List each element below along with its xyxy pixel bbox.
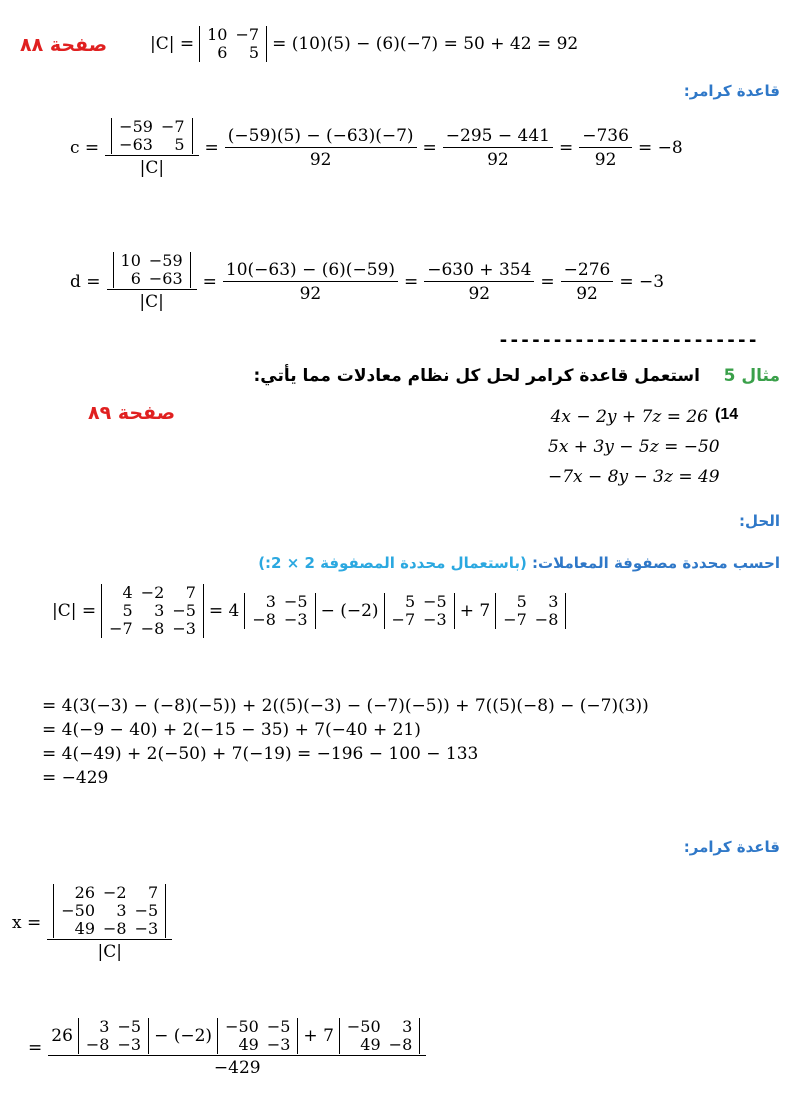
term3-coef: + 7 [459,601,491,621]
denominator: 92 [594,150,617,170]
heading-solution: الحل: [739,512,780,530]
cell: −2 [103,883,127,902]
cell: −5 [172,601,196,620]
cell: −7 [235,25,260,44]
denominator: 92 [309,150,332,170]
det-c-line [150,26,578,62]
cell: −59 [148,251,183,270]
expansion-line-2: = 4(−9 − 40) + 2(−15 − 35) + 7(−40 + 21) [42,720,421,740]
equation-2: 5x + 3y − 5z = −50 [548,437,720,457]
cell: −7 [391,610,416,629]
t2-matrix [217,1018,298,1054]
cell: 49 [360,1035,381,1054]
d-result: = −3 [619,272,665,292]
det-c-lhs: |C| = [150,34,195,54]
cell: −3 [117,1035,142,1054]
expansion-block [42,694,649,790]
equals: = [204,138,219,158]
c-main-num [105,118,198,156]
d-main-fraction [107,252,197,312]
cell: −5 [283,592,308,611]
term1-matrix [244,593,315,629]
page-label-88: صفحة ٨٨ [20,34,108,56]
cell: 49 [238,1035,259,1054]
numerator: −736 [579,126,632,148]
d-step-1 [223,260,398,304]
term2-coef: − (−2) [320,601,379,621]
cell: −8 [103,919,127,938]
c-step-2 [443,126,553,170]
equation-1: 4x − 2y + 7z = 26 [550,407,708,427]
matrix-table [499,593,562,629]
heading-cramer-2: قاعدة كرامر: [683,838,780,856]
cell: −8 [534,610,559,629]
cell: −50 [225,1017,259,1036]
expansion-line-4: = −429 [42,768,109,788]
d-var: d = [70,272,101,292]
cell: −2 [140,583,165,602]
c-result: = −8 [637,138,683,158]
c-main-fraction [105,118,198,178]
d-main-den: |C| [139,292,164,312]
cell: −7 [109,619,133,638]
cell: −59 [119,117,153,136]
cell: −5 [117,1017,142,1036]
cell: 49 [74,919,96,938]
expansion-line-3: = 4(−49) + 2(−50) + 7(−19) = −196 − 100 − 133 [42,744,479,764]
x-expansion-den: −429 [213,1058,261,1078]
matrix-table [343,1018,416,1054]
example-label: مثال 5 [723,366,780,386]
equals: = [540,272,555,292]
cell: 6 [130,269,141,288]
cell: 7 [148,883,159,902]
matrix-table [57,884,162,938]
matrix-table [388,593,451,629]
matrix-table [221,1018,294,1054]
matrix-table [203,26,263,62]
cell: −3 [134,919,159,938]
example-instruction: استعمل قاعدة كرامر لحل كل نظام معادلات مما يأتي: [253,366,700,386]
x-main-fraction [47,884,172,962]
equals: = [202,272,217,292]
d-calculation [70,252,664,312]
cell: 10 [120,251,141,270]
det3-line [52,584,569,638]
cell: 5 [248,43,260,62]
numerator: −276 [561,260,614,282]
matrix-table [117,252,187,288]
cell: 7 [185,583,196,602]
cell: 6 [217,43,228,62]
x-var: x = [12,913,42,933]
cell: 5 [174,135,185,154]
c-step-3 [579,126,632,170]
d-step-3 [561,260,614,304]
det-c-rhs: = (10)(5) − (6)(−7) = 50 + 42 = 92 [272,34,579,54]
cell: −7 [503,610,527,629]
equation-system [548,402,720,492]
cell: 3 [402,1017,413,1036]
cell: 3 [265,592,276,611]
t3-matrix [339,1018,420,1054]
denominator: 92 [468,284,491,304]
equals: = [28,1038,43,1058]
x-expansion [28,1018,430,1078]
cell: −50 [61,901,96,920]
cell: −7 [160,117,185,136]
cell: 5 [516,592,527,611]
x-matrix [53,884,166,938]
cell: −63 [119,135,153,154]
c-matrix [111,118,192,154]
cell: 3 [154,601,165,620]
cell: −8 [252,610,276,629]
t1-matrix [78,1018,149,1054]
c-var: c = [70,138,100,158]
cell: −8 [85,1035,110,1054]
equation-3: −7x − 8y − 3z = 49 [548,467,720,487]
cell: −3 [172,619,196,638]
equals: = [403,272,419,292]
cell: −63 [148,269,183,288]
c-calculation [70,118,683,178]
x-calculation [12,884,176,962]
cell: −50 [346,1017,381,1036]
cell: 3 [116,901,127,920]
cell: −5 [266,1017,291,1036]
term3-matrix [495,593,566,629]
calc-det-text: احسب محددة مصفوفة المعاملات: [532,554,780,572]
calc-det-note: (باستعمال محددة المصفوفة 2 × 2:) [258,554,527,572]
x-main-den: |C| [97,942,122,962]
matrix-table [115,118,188,154]
c-main-den: |C| [139,158,165,178]
page-label-89: صفحة ٨٩ [88,402,176,424]
cell: −3 [266,1035,291,1054]
denominator: 92 [299,284,322,304]
d-main-num [107,252,197,290]
numerator: 10(−63) − (6)(−59) [223,260,398,282]
cell: 3 [548,592,559,611]
cell: 26 [74,883,96,902]
heading-cramer-1: قاعدة كرامر: [683,82,780,100]
cell: 5 [122,601,133,620]
x-expansion-num [48,1018,426,1056]
d-matrix [113,252,191,288]
x-main-num [47,884,172,940]
cell: −3 [423,610,447,629]
exercise-number: (14 [715,406,739,423]
t3-coef: + 7 [303,1026,334,1046]
t2-coef: − (−2) [154,1026,213,1046]
denominator: 92 [576,284,598,304]
cell: −8 [388,1035,413,1054]
t1-coef: 26 [51,1026,73,1046]
det3-matrix [101,584,204,638]
term1-coef: = 4 [208,601,240,621]
cell: −8 [140,619,165,638]
heading-calc-det [258,554,780,572]
d-step-2 [424,260,534,304]
det-c-matrix [199,26,267,62]
matrix-table [105,584,200,638]
numerator: −630 + 354 [424,260,534,282]
denominator: 92 [487,150,509,170]
equals: = [422,138,437,158]
cell: 5 [404,592,416,611]
cell: 3 [99,1017,110,1036]
det3-lhs: |C| = [52,601,97,621]
cell: −5 [423,592,447,611]
cell: −3 [283,610,308,629]
matrix-table [82,1018,145,1054]
c-step-1 [225,126,417,170]
equals: = [558,138,574,158]
numerator: −295 − 441 [443,126,553,148]
x-expansion-fraction [48,1018,426,1078]
term2-matrix [384,593,455,629]
expansion-line-1: = 4(3(−3) − (−8)(−5)) + 2((5)(−3) − (−7)(−5)) + 7((5)(−8) − (−7)(3)) [42,696,649,716]
numerator: (−59)(5) − (−63)(−7) [225,126,417,148]
cell: 4 [122,583,133,602]
cell: −5 [134,901,159,920]
example-header [253,366,780,386]
matrix-table [248,593,311,629]
cell: 10 [207,25,228,44]
separator-line: ------------------------ [498,330,759,351]
